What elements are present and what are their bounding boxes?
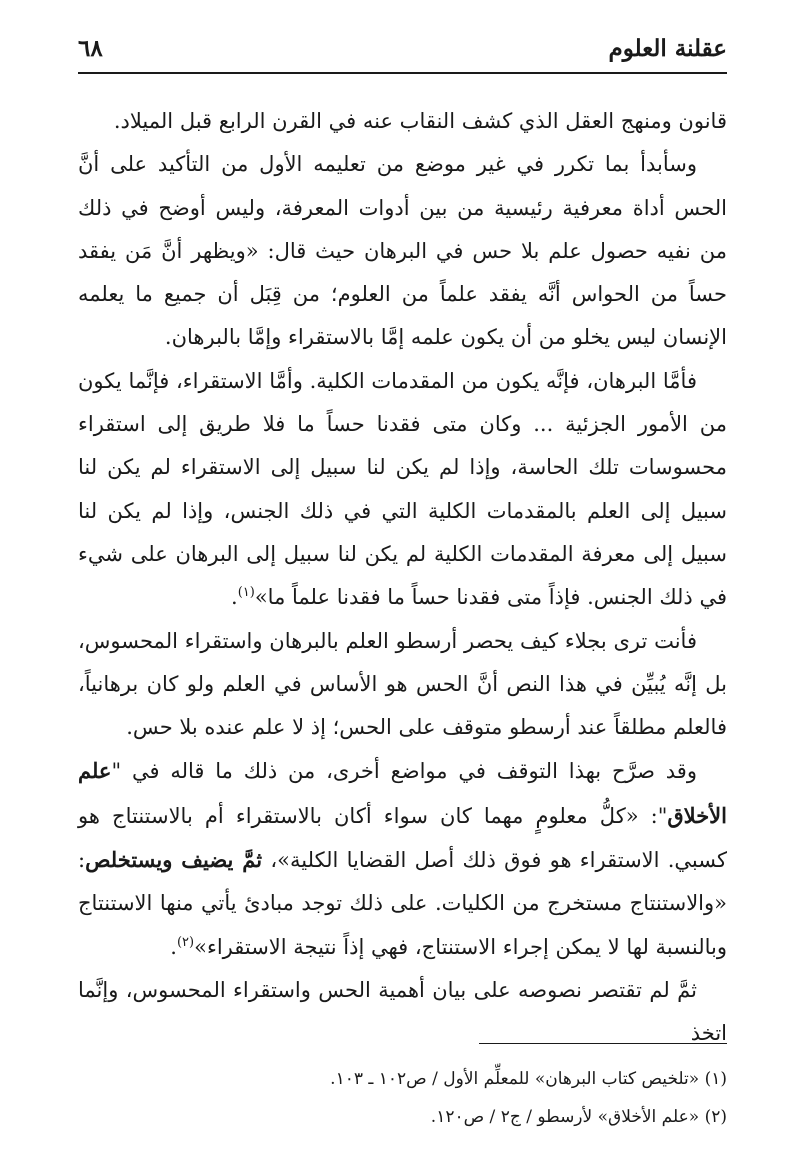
footnote-1: (١) «تلخيص كتاب البرهان» للمعلِّم الأول / ص١٠٢ ـ ١٠٣. (330, 1069, 727, 1089)
paragraph-2: وسأبدأ بما تكرر في غير موضع من تعليمه الأول من التأكيد على أنَّ الحس أداة معرفية رئيسية من بين أدوات المعرفة، وليس أوضح في ذلك من نفيه حصول علم بلا حس في البرهان حيث قال: «ويظهر أنَّ مَن يفقد حساً من الحواس أنَّه يفقد علماً من العلوم؛ من قِبَل أن جميع ما يعلمه الإنسان ليس يخلو من أن يكون علمه إمَّا بالاستقراء وإمَّا بالبرهان. (78, 152, 727, 350)
paragraph-3-end: . (231, 585, 238, 610)
main-text (78, 100, 727, 1056)
paragraph-6: ثمَّ لم تقتصر نصوصه على بيان أهمية الحس واستقراء المحسوس، وإنَّما اتخذ (78, 977, 727, 1046)
book-title-ethics: علم الأخلاق (78, 758, 727, 828)
footnote-divider (479, 1043, 727, 1044)
paragraph-3 (78, 360, 727, 620)
paragraph-5-end: . (170, 934, 177, 959)
footnote-ref-1[interactable]: (١) (237, 585, 255, 601)
paragraph-4: فأنت ترى بجلاء كيف يحصر أرسطو العلم بالبرهان واستقراء المحسوس، بل إنَّه يُبيِّن في هذا النص أنَّ الحس هو الأساس في العلم ولو كان برهانياً، فالعلم مطلقاً عند أرسطو متوقف على الحس؛ إذ لا علم عنده بلا حس. (78, 628, 727, 740)
paragraph-5-part-b: ": «كلُّ معلومٍ مهما كان سواء أكان بالاستقراء أم بالاستنتاج هو كسبي. الاستقراء هو فوق ذلك أصل القضايا الكلية»، (78, 803, 727, 873)
emphasis-phrase: ثمَّ يضيف ويستخلص (85, 847, 263, 873)
footnotes (78, 1060, 727, 1136)
footnote-ref-2[interactable]: (٢) (176, 934, 195, 950)
running-title: عقلنة العلوم (608, 34, 727, 62)
paragraph-3-text: فأمَّا البرهان، فإنَّه يكون من المقدمات الكلية. وأمَّا الاستقراء، فإنَّما يكون من الأمور الجزئية ... وكان متى فقدنا حساً ما فلا طريق إلى استقراء محسوسات تلك الحاسة، وإذا لم يكن لنا سبيل إلى الاستقراء لم يكن لنا سبيل إلى العلم بالمقدمات الكلية التي في ذلك الجنس، وإذا لم يكن لنا سبيل إلى معرفة المقدمات الكلية لم يكن لنا سبيل إلى البرهان على شيء في ذلك الجنس. فإذاً متى فقدنا حساً ما فقدنا علماً ما» (78, 368, 727, 610)
paragraph-1: قانون ومنهج العقل الذي كشف النقاب عنه في القرن الرابع قبل الميلاد. (113, 109, 727, 133)
page-number: ٦٨ (78, 34, 103, 62)
footnote-2: (٢) «علم الأخلاق» لأرسطو / ج٢ / ص١٢٠. (430, 1107, 727, 1127)
paragraph-5-part-c: : «والاستنتاج مستخرج من الكليات. على ذلك توجد مبادئ يأتي منها الاستنتاج وبالنسبة لها لا يمكن إجراء الاستنتاج، فهي إذاً نتيجة الاستقراء» (78, 848, 727, 959)
paragraph-5 (78, 749, 727, 968)
page-header (78, 30, 727, 66)
paragraph-5-part-a: وقد صرَّح بهذا التوقف في مواضع أخرى، من ذلك ما قاله في " (111, 759, 697, 784)
header-divider (78, 72, 727, 74)
